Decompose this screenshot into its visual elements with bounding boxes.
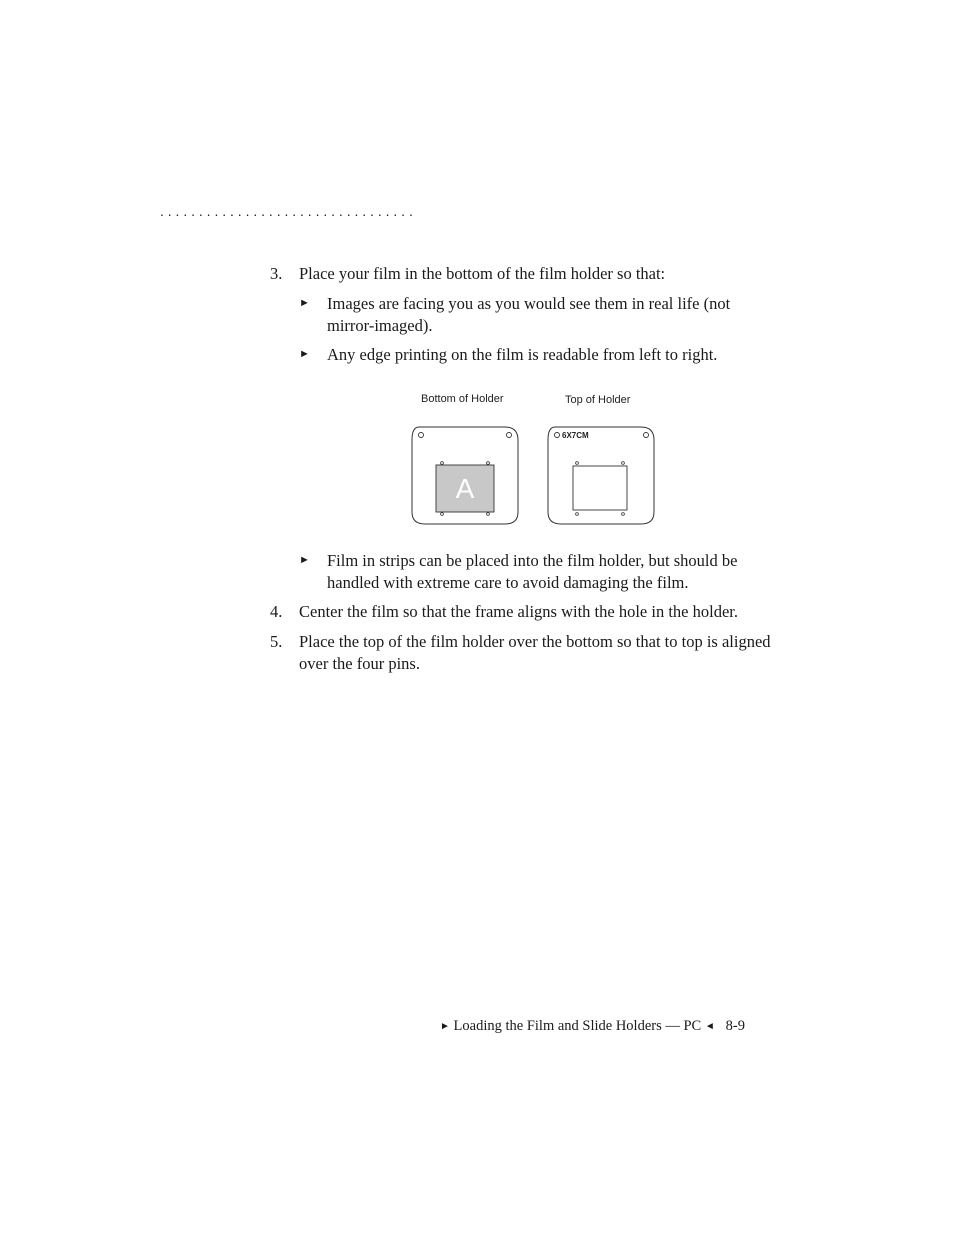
bottom-holder-label: Bottom of Holder bbox=[421, 393, 504, 405]
page-number: 8-9 bbox=[725, 1018, 745, 1034]
film-holder-illustration bbox=[405, 420, 660, 532]
page-footer bbox=[440, 1016, 800, 1037]
step-text: Place your film in the bottom of the film holder so that: bbox=[299, 264, 666, 283]
step-number: 3. bbox=[270, 264, 283, 283]
bullet-text: Any edge printing on the film is readable from left to right. bbox=[327, 345, 718, 364]
top-holder-label: Top of Holder bbox=[565, 394, 631, 406]
footer-left-arrow-icon: ◄ bbox=[704, 1021, 715, 1032]
bullet-arrow-icon: ► bbox=[299, 554, 310, 566]
step-number: 4. bbox=[270, 602, 283, 621]
bullet-arrow-icon: ► bbox=[299, 297, 310, 309]
bullet-arrow-icon: ► bbox=[299, 348, 310, 360]
footer-right-arrow-icon: ► bbox=[440, 1021, 450, 1032]
bottom-holder bbox=[412, 427, 518, 524]
bullet-text: Images are facing you as you would see them in real life (not mirror-imaged). bbox=[327, 294, 731, 335]
step-text: Center the film so that the frame aligns with the hole in the holder. bbox=[299, 602, 738, 621]
step-number: 5. bbox=[270, 632, 283, 651]
bullet-text: Film in strips can be placed into the film holder, but should be handled with extreme care to avoid damaging the film. bbox=[327, 551, 738, 592]
size-marking: 6X7CM bbox=[562, 431, 589, 440]
film-letter: A bbox=[455, 473, 475, 504]
dotted-separator: . . . . . . . . . . . . . . . . . . . . . . . . . . . . . . . . . bbox=[160, 203, 413, 217]
footer-title: Loading the Film and Slide Holders — PC bbox=[453, 1018, 702, 1034]
step-text: Place the top of the film holder over the bottom so that to top is aligned over the four pins. bbox=[299, 632, 771, 673]
top-holder bbox=[548, 427, 654, 524]
